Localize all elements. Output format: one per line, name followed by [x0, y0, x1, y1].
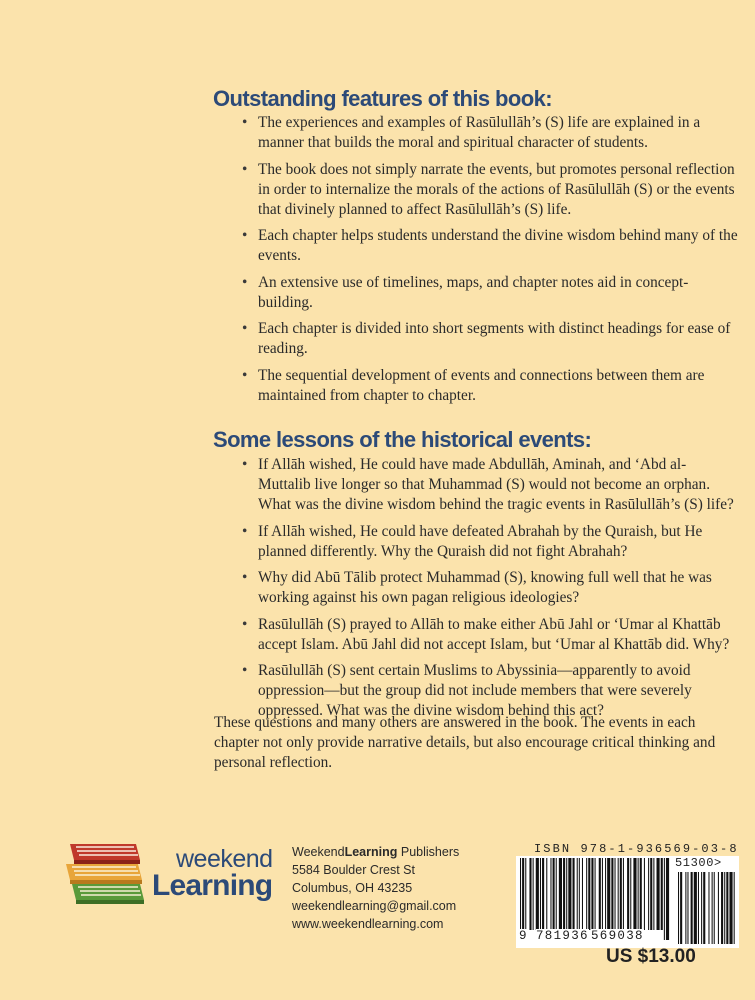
- list-item: • Rasūlullāh (S) prayed to Allāh to make either Abū Jahl or ‘Umar al Khattāb accept Islam. Abū Jahl did not accept Islam, but ‘Umar al Khattāb did. Why?: [238, 615, 738, 655]
- logo-word-learning: Learning: [152, 869, 273, 902]
- publisher-name-prefix: Weekend: [292, 845, 345, 859]
- closing-paragraph: These questions and many others are answered in the book. The events in each chapter not only provide narrative details, but also encourage critical thinking and personal reflection.: [214, 714, 716, 771]
- publisher-name-suffix: Publishers: [397, 845, 460, 859]
- list-item: • Rasūlullāh (S) sent certain Muslims to Abyssinia—apparently to avoid oppression—but the group did not include members that were severely oppressed. What was the divine wisdom behind this act?: [238, 661, 738, 721]
- features-heading: Outstanding features of this book:: [213, 86, 552, 111]
- list-item: • If Allāh wished, He could have made Abdullāh, Aminah, and ‘Abd al-Muttalib live longer so that Muhammad (S) would not become an orphan. What was the divine wisdom behind the tragic events in Rasūlullāh’s (S) life?: [238, 455, 738, 515]
- list-item: • The experiences and examples of Rasūlullāh’s (S) life are explained in a manner that builds the moral and spiritual character of students.: [238, 113, 738, 153]
- isbn-text: ISBN 978-1-936569-03-8: [534, 842, 739, 856]
- price-label: US $13.00: [606, 946, 696, 967]
- list-item: • Each chapter helps students understand the divine wisdom behind many of the events.: [238, 226, 738, 266]
- barcode-digit-first: 9: [519, 929, 528, 943]
- publisher-website: www.weekendlearning.com: [292, 917, 444, 931]
- logo-word-weekend: weekend: [176, 845, 273, 873]
- publisher-city: Columbus, OH 43235: [292, 881, 413, 895]
- publisher-name: [292, 843, 459, 861]
- barcode-addon-number: 51300>: [675, 856, 722, 870]
- features-list: [238, 113, 738, 412]
- barcode-digit-group-1: 781936: [536, 929, 589, 943]
- list-item: • Why did Abū Tālib protect Muhammad (S), knowing full well that he was working against his own pagan religious ideologies?: [238, 568, 738, 608]
- lessons-heading: Some lessons of the historical events:: [213, 427, 592, 452]
- list-item: • The book does not simply narrate the events, but promotes personal reflection in order to internalize the morals of the actions of Rasūlullāh (S) or the events that divinely planned to affect Rasūlullāh’s (S) life.: [238, 160, 738, 220]
- list-item: • The sequential development of events and connections between them are maintained from chapter to chapter.: [238, 366, 738, 406]
- publisher-email: weekendlearning@gmail.com: [292, 899, 457, 913]
- publisher-street: 5584 Boulder Crest St: [292, 863, 415, 877]
- list-item: • An extensive use of timelines, maps, and chapter notes aid in concept-building.: [238, 273, 738, 313]
- list-item: • If Allāh wished, He could have defeated Abrahah by the Quraish, but He planned differently. Why the Quraish did not fight Abrahah?: [238, 522, 738, 562]
- barcode-digit-group-2: 569038: [591, 929, 644, 943]
- publisher-name-bold: Learning: [344, 845, 398, 859]
- lessons-list: [238, 455, 738, 728]
- list-item: • Each chapter is divided into short segments with distinct headings for ease of reading.: [238, 319, 738, 359]
- publisher-info: [292, 843, 459, 933]
